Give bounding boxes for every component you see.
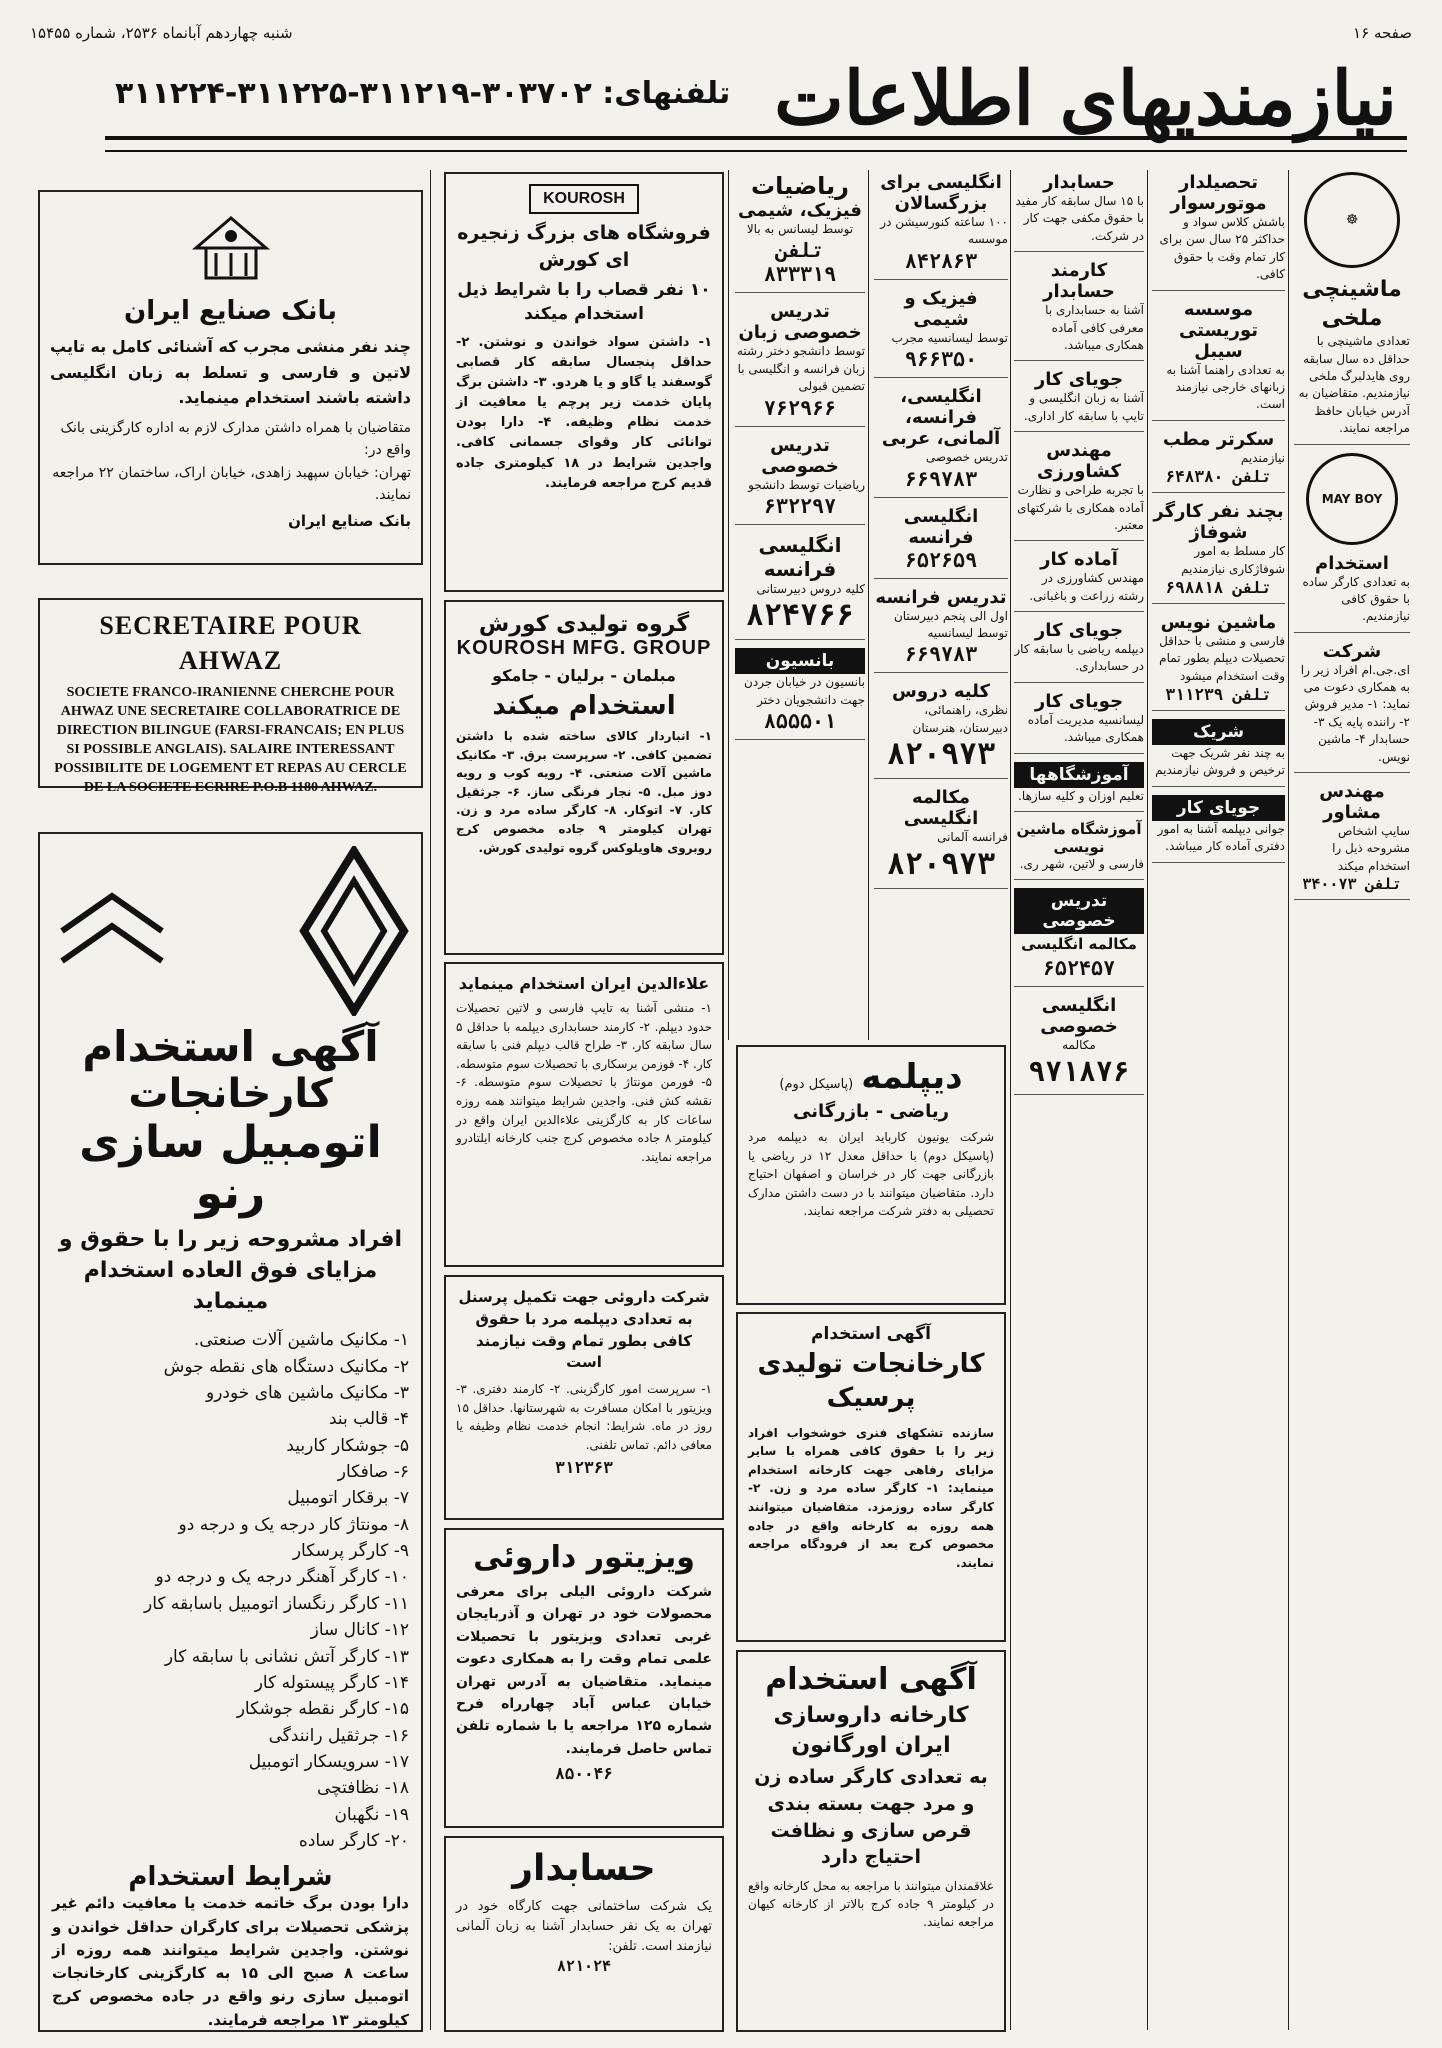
kourosh-mfg-products: مبلمان - برلیان - جامکو — [492, 666, 676, 685]
french-ad-body: SOCIETE FRANCO-IRANIENNE CHERCHE POUR AHWAZ UNE SECRETAIRE COLLABORATRICE DE DIRECTION BILINGUE (FARSI-FRANCAIS; EN PLUS SI POSSIBLE ANGLAIS). SALAIRE INTERESSANT POSSIBILITE DE LOGEMENT ET REPAS AU CERCLE DE LA SOCIETE ECRIRE P.O.B 1180 AHWAZ. — [54, 685, 407, 795]
job-ad-body: با تجربه طراحی و نظارت آماده همکاری با شرکتهای معتبر. — [1017, 483, 1144, 532]
list-item — [1014, 260, 1144, 361]
small-ad-title: انگلیسی فرانسه — [758, 532, 842, 581]
grafco-logo — [1294, 172, 1410, 268]
kourosh-stores-title: فروشگاه های بزرگ زنجیره ای کورش — [457, 222, 711, 271]
diploma-subtitle: (پاسیکل دوم) — [779, 1077, 854, 1092]
list-item — [1152, 299, 1285, 421]
bank-ad-body: چند نفر منشی مجرب که آشنائی کامل به تایپ لاتین و فارسی و تسلط به زبان انگلیسی داشته باشند استخدام مینماید. — [50, 337, 411, 408]
visitor-title: ویزیتور داروئی — [473, 1540, 695, 1575]
job-ad-body: لیسانسیه مدیریت آماده همکاری میباشد. — [1027, 712, 1144, 745]
list-item — [1014, 762, 1144, 812]
list-item — [1014, 888, 1144, 987]
job-ad-title: جویای کار — [1034, 690, 1124, 712]
kourosh-logo — [456, 184, 712, 214]
diploma-body: شرکت یونیون کارباید ایران به دیپلمه مرد (پاسیکل دوم) با حداقل معدل ۱۲ در ریاضی یا بازرگانی جهت کار در خراسان و اصفهان احتیاج دارد. متقاضیان میتوانند با در دست داشتن مدارک تحصیلی به دفتر شرکت مراجعه نمایند. — [748, 1130, 994, 1219]
right-ad-title: جویای کار — [1152, 795, 1285, 821]
lang-ad-title: تدریس فرانسه — [875, 586, 1007, 608]
diploma-title: دیپلمه — [861, 1057, 963, 1097]
right-ad-title: موسسه توریستی سیبل — [1178, 298, 1259, 362]
job-ad-body: آشنا به زبان انگلیسی و تایپ با سابقه کار اداری. — [1023, 391, 1144, 423]
far-right-ad-title: مهندس مشاور — [1319, 781, 1385, 824]
bank-ad-docs: متقاضیان با همراه داشتن مدارک لازم به اداره کارگزینی بانک واقع در: — [60, 419, 411, 459]
top-line — [30, 20, 1412, 46]
far-right-ad-phone: تلفن ۳۴۰۰۷۳ — [1302, 875, 1402, 894]
accountant-phone: ۸۲۱۰۲۴ — [556, 1957, 612, 1976]
column-rule — [1147, 170, 1148, 2030]
list-item: ۲۰- کارگر ساده — [298, 1830, 409, 1851]
list-item — [874, 587, 1008, 674]
column-rule — [1288, 170, 1289, 2030]
far-right-ad-body: ای.جی.ام افراد زیر را به همکاری دعوت می نماید: ۱- مدیر فروش ۲- راننده پایه یک ۳- حسابدار ۴- ماشین نویس. — [1300, 662, 1410, 764]
column-right — [1152, 172, 1285, 2032]
list-item — [735, 648, 865, 740]
list-item — [1152, 719, 1285, 787]
far-right-ad-title: استخدام — [1315, 552, 1389, 574]
lang-ad-phone: ۸۲۰۹۷۳ — [886, 846, 996, 882]
kourosh-stores-ad — [444, 172, 724, 592]
renault-subtitle: افراد مشروحه زیر را با حقوق و مزایای فوق العاده استخدام مینماید — [58, 1227, 403, 1314]
list-item: ۱۰- کارگر آهنگر درجه یک و درجه دو — [155, 1567, 409, 1588]
darusazi-body: علاقمندان میتوانند با مراجعه به محل کارخانه واقع در کیلومتر ۹ جاده کرج بالاتر از کارخانه کیهان مراجعه نمایند. — [748, 1878, 994, 1929]
job-ad-body: آشنا به حسابداری با معرفی کافی آماده همکاری میباشد. — [1045, 303, 1144, 352]
pharma-ad — [444, 1275, 724, 1520]
list-item: ۷- برقکار اتومبیل — [287, 1488, 409, 1509]
lang-ad-phone: ۸۲۰۹۷۳ — [886, 737, 996, 773]
job-ad-title: جویای کار — [1034, 620, 1124, 642]
job-ad-title: جویای کار — [1034, 369, 1124, 391]
small-ad-body: توسط دانشجو دختر رشته زبان فرانسه و انگلیسی با تضمین قبولی — [736, 344, 865, 394]
kourosh-stores-body: ۱- داشتن سواد خواندن و نوشتن. ۲- حداقل پنجسال سابقه کار قصابی گوسفند یا گاو و یا هردو. ۳- داشتن برگ پایان خدمت زیر پرچم یا معافیت از خدمت نظام وظیفه. ۴- دارا بودن توانائی کار وقوای جسمانی کافی. واجدین شرایط در ۱۸ کیلومتری جاده قدیم کرج مراجعه فرمایند. — [456, 334, 712, 491]
list-item — [1014, 549, 1144, 612]
bank-emblem-icon — [50, 208, 411, 288]
small-ad-phone: ۸۲۴۷۶۶ — [745, 598, 855, 634]
pharma-body: ۱- سرپرست امور کارگزینی. ۲- کارمند دفتری. ۳- ویزیتور با امکان مسافرت به شهرستانها. حداقل ۱۵ روز در ماه. شرایط: انجام خدمت نظام وظیفه یا معافی دائم. تماس تلفنی. — [456, 1382, 712, 1452]
lang-ad-phone: ۶۶۹۷۸۳ — [904, 642, 978, 667]
bank-ad-address: تهران: خیابان سپهبد زاهدی، خیابان اراک، ساختمان ۲۲ مراجعه نمایند. — [52, 464, 411, 503]
job-ad-title: آموزشگاهها — [1014, 762, 1144, 788]
list-item — [1014, 440, 1144, 541]
list-item — [1014, 691, 1144, 754]
job-ad-phone: ۹۷۱۸۷۶ — [1028, 1054, 1130, 1088]
right-ad-title: شریک — [1152, 719, 1285, 745]
list-item — [1014, 620, 1144, 683]
renault-title-3: اتومبیل سازی رنو — [79, 1117, 382, 1219]
alaeddin-ad — [444, 962, 724, 1267]
grafco-logo-icon: ☸ — [1304, 172, 1400, 268]
job-ad-title: مهندس کشاورزی — [1037, 440, 1121, 483]
small-ad-phone: ۷۶۲۹۶۶ — [763, 395, 837, 420]
kourosh-mfg-logo-2: KOUROSH MFG. GROUP — [456, 637, 712, 659]
list-item — [1014, 820, 1144, 880]
masthead-title: نیازمندیهای اطلاعات — [774, 56, 1397, 142]
list-item: ۱۱- کارگر رنگساز اتومبیل باسابقه کار — [144, 1593, 409, 1614]
accountant-body: یک شرکت ساختمانی جهت کارگاه خود در تهران به یک نفر حسابدار آشنا به زبان آلمانی نیازمند است. تلفن: — [456, 1899, 712, 1955]
kourosh-mfg-ad — [444, 600, 724, 955]
persic-ad — [736, 1312, 1006, 1642]
persic-title-1: آگهی استخدام — [811, 1324, 931, 1344]
diploma-field: ریاضی - بازرگانی — [793, 1101, 949, 1122]
lang-ad-body: نظری، راهنمائی، دبیرستان، هنرستان — [912, 703, 1008, 735]
list-item — [1014, 369, 1144, 432]
job-ad-title: حسابدار — [1043, 172, 1115, 193]
alaeddin-title: علاءالدین ایران استخدام مینماید — [458, 974, 710, 993]
list-item — [735, 435, 865, 525]
job-ad-body: تعلیم اوزان و کلیه سازها. — [1018, 788, 1144, 803]
list-item — [1152, 172, 1285, 291]
list-item: ۵- جوشکار کاربید — [286, 1435, 409, 1456]
right-ad-body: کار مسلط به امور شوفاژکاری نیازمندیم — [1181, 544, 1285, 576]
small-ad-phone: ۶۳۲۲۹۷ — [763, 493, 837, 518]
column-languages — [874, 172, 1008, 1037]
kourosh-mfg-logo-1: گروه تولیدی کورش — [478, 612, 690, 637]
list-item: ۸- مونتاژ کار درجه یک و درجه دو — [178, 1514, 409, 1535]
lang-ad-body: اول الی پنجم دبیرستان توسط لیسانسیه — [893, 608, 1008, 640]
math-phone: تلفن ۸۳۳۳۱۹ — [763, 238, 837, 287]
visitor-phone: ۸۵۰۰۴۶ — [555, 1764, 613, 1784]
right-ad-title: سکرتر مطب — [1162, 428, 1275, 450]
far-right-ad-body: تعدادی ماشینچی با حداقل ده سال سابقه روی هایدلبرگ ملخی نیازمندیم. متقاضیان به آدرس خیابان حافظ مراجعه نمایند. — [1298, 334, 1410, 436]
list-item — [735, 301, 865, 426]
list-item: ۱۸- نظافتچی — [316, 1778, 409, 1799]
column-small-ads — [735, 172, 865, 1037]
french-ad-title: SECRETAIRE POUR AHWAZ — [99, 611, 362, 676]
right-ad-phone: تلفن ۶۴۸۳۸۰ — [1165, 467, 1272, 487]
list-item — [1294, 781, 1410, 900]
list-item — [874, 681, 1008, 779]
renault-conditions-title: شرایط استخدام — [128, 1862, 333, 1893]
list-item — [1152, 795, 1285, 863]
lang-ad-phone: ۸۴۲۸۶۳ — [904, 248, 978, 273]
darusazi-ad — [736, 1650, 1006, 2032]
right-ad-body: به تعدادی راهنما آشنا به زبانهای خارجی نیازمند است. — [1166, 362, 1285, 412]
renault-title-2: کارخانجات — [128, 1071, 333, 1117]
diploma-heading — [748, 1057, 994, 1097]
renault-ad — [38, 832, 423, 2032]
list-item: ۲- مکانیک دستگاه های نقطه جوش — [163, 1356, 409, 1377]
list-item — [1152, 612, 1285, 711]
right-ad-title: تحصیلدار موتورسوار — [1170, 172, 1267, 214]
far-right-ad-title: ماشینچی ملخی — [1302, 277, 1402, 331]
math-title: ریاضیات — [751, 172, 849, 200]
lang-ad-body: فرانسه آلمانی — [937, 830, 1008, 845]
lang-ad-title: کلیه دروس — [892, 681, 990, 703]
list-item: ۱- مکانیک ماشین آلات صنعتی. — [193, 1330, 409, 1351]
column-rule — [430, 170, 431, 2030]
renault-conditions: دارا بودن برگ خاتمه خدمت یا معافیت دائم غیر پزشکی تحصیلات برای کارگران حداقل خواندن و نوشتن. واجدین شرایط میتوانند همه روزه از ساعت ۸ صبح الی ۱۵ به کارگزینی کارخانجات اتومبیل سازی رنو واقع در جاده مخصوص کرج کیلومتر ۱۳ مراجعه فرمایند. — [52, 1894, 409, 2029]
job-ad-title: آموزشگاه ماشین نویسی — [1016, 820, 1142, 857]
list-item — [874, 288, 1008, 378]
list-item: ۱۳- کارگر آتش نشانی با سابقه کار — [164, 1646, 409, 1667]
masthead-rule — [105, 136, 1407, 152]
diploma-ad — [736, 1045, 1006, 1305]
small-ad-title: تدریس خصوصی — [761, 434, 839, 477]
job-ad-body: مهندس کشاورزی در رشته زراعت و باغبانی. — [1029, 571, 1144, 603]
column-jobs — [1014, 172, 1144, 2032]
accountant-ad — [444, 1836, 724, 2032]
small-ad-phone: ۸۵۵۵۰۱ — [763, 709, 837, 734]
kourosh-mfg-body: ۱- انباردار کالای ساخته شده با داشتن تضمین کافی. ۲- سرپرست برق. ۳- مکانیک ماشین آلات صنعتی. ۴- رویه کوب و رویه دوز مبل. ۵- نجار فرنگی ساز. ۶- جرثقیل کار. ۷- اتوکار. ۸- کارگر ساده مرد و زن. تهران کیلومتر ۹ جاده مخصوص کرج روبروی هاویلوکس گروه تولیدی کورش. — [456, 729, 713, 855]
list-item: ۱۴- کارگر پیستوله کار — [254, 1672, 409, 1693]
job-ad-body: دیپلمه ریاضی با سابقه کار در حسابداری. — [1014, 642, 1144, 674]
lang-ad-phone: ۶۵۲۶۵۹ — [904, 547, 978, 572]
job-ad-title: تدریس خصوصی — [1014, 888, 1144, 934]
list-item — [1014, 172, 1144, 252]
citroen-logo-icon — [52, 886, 172, 976]
far-right-ad-title: شرکت — [1322, 640, 1382, 662]
list-item: ۳- مکانیک ماشین های خودرو — [206, 1383, 409, 1404]
far-right-ad-body: به تعدادی کارگر ساده با حقوق کافی نیازمندیم. — [1302, 574, 1410, 624]
list-item — [1152, 501, 1285, 604]
list-item — [1294, 641, 1410, 773]
right-ad-title: ماشین نویس — [1160, 611, 1277, 633]
lang-ad-title: انگلیسی، فرانسه، آلمانی، عربی — [881, 386, 1001, 450]
list-item — [874, 172, 1008, 280]
small-ad-body: ریاضیات توسط دانشجو — [748, 477, 865, 492]
right-ad-phone: تلفن ۳۱۱۲۳۹ — [1165, 685, 1272, 705]
darusazi-title-1: آگهی استخدام — [765, 1662, 977, 1697]
math-line: توسط لیسانس به بالا — [746, 222, 854, 236]
lang-ad-body: ۱۰۰ ساعته کنورسیشن در موسسه — [880, 215, 1008, 247]
right-ad-body: جوانی دیپلمه آشنا به امور دفتری آماده کار میباشد. — [1157, 821, 1285, 854]
small-ad-body: کلیه دروس دبیرستانی — [756, 581, 865, 596]
accountant-title: حسابدار — [512, 1848, 656, 1889]
bank-ad-signature: بانک صنایع ایران — [288, 512, 411, 531]
lang-ad-body: تدریس خصوصی — [925, 450, 1008, 465]
lang-ad-title: مکالمه انگلیسی — [903, 787, 979, 830]
list-item — [735, 533, 865, 640]
right-ad-body: فارسی و منشی با حداقل تحصیلات دیپلم بطور تمام وقت استخدام میشود — [1159, 633, 1285, 683]
list-item — [1152, 429, 1285, 493]
lang-ad-phone: ۹۶۶۳۵۰ — [904, 347, 978, 372]
list-item: ۱۶- جرثقیل رانندگی — [268, 1725, 409, 1746]
visitor-ad — [444, 1528, 724, 1828]
math-ad — [735, 172, 865, 293]
lang-ad-phone: ۶۶۹۷۸۳ — [904, 466, 978, 491]
visitor-body: شرکت داروئی الیلی برای معرفی محصولات خود در تهران و آذربایجان غربی تعدادی ویزیتور با تحصیلات علمی تمام وقت را به همکاری دعوت مینماید. متقاضیان به آدرس تهران خیابان عباس آباد چهارراه فرح شماره ۱۲۵ مراجعه یا با شماره تلفن تماس حاصل فرمایند. — [456, 1584, 713, 1757]
list-item — [1294, 553, 1410, 633]
job-ad-body: مکالمه — [1062, 1038, 1096, 1053]
french-ad — [38, 598, 423, 795]
darusazi-title-3: به تعدادی کارگر ساده زن و مرد جهت بسته بندی قرص سازی و نظافت احتیاج دارد — [754, 1766, 988, 1869]
lang-ad-body: توسط لیسانسیه مجرب — [891, 330, 1008, 345]
list-item — [874, 787, 1008, 888]
bank-ad-title: بانک صنایع ایران — [124, 296, 337, 326]
list-item — [874, 386, 1008, 497]
renault-title-1: آگهی استخدام — [82, 1022, 379, 1071]
right-ad-body: به چند نفر شریک جهت ترخیص و فروش نیازمندیم — [1155, 746, 1285, 778]
column-rule — [1010, 170, 1011, 2030]
may-boy-logo — [1294, 453, 1410, 545]
lang-ad-title: انگلیسی برای بزرگسالان — [880, 172, 1002, 214]
darusazi-title-2: کارخانه داروسازی ایران اورگانون — [773, 1703, 969, 1758]
small-ad-body: بانسیون در خیابان جردن جهت دانشجویان دختر — [744, 675, 865, 707]
masthead-phones: تلفنهای: ۳۰۳۷۰۲-۳۱۱۲۱۹-۳۱۱۲۲۵-۳۱۱۲۲۴ — [115, 76, 731, 111]
bank-ad — [38, 190, 423, 565]
small-ad-title: تدریس خصوصی زبان — [738, 301, 862, 344]
list-item: ۶- صافکار — [337, 1462, 409, 1483]
lang-ad-title: فیزیک و شیمی — [904, 287, 978, 330]
list-item: ۱۹- نگهبان — [334, 1804, 409, 1825]
job-ad-title: آماده کار — [1040, 549, 1118, 571]
renault-job-list — [52, 1327, 409, 1854]
pharma-phone: ۳۱۲۳۶۳ — [555, 1458, 613, 1478]
page-label: صفحه ۱۶ — [1353, 24, 1412, 42]
job-ad-title: کارمند حسابدار — [1043, 260, 1115, 303]
persic-body: سازنده تشکهای فنری خوشخواب افراد زیر را با حقوق کافی همراه با سایر مزایای رفاهی جهت کارخانه استخدام مینماید: ۱- کارگر ساده مرد و زن. ۲- کارگر ساده روزمزد. متقاضیان میتوانند همه روزه به کارخانه واقع در جاده مخصوص کرج بعد از فرودگاه مراجعه نمایند. — [748, 1425, 994, 1570]
masthead — [105, 48, 1407, 158]
may-boy-logo-icon: MAY BOY — [1306, 453, 1398, 545]
column-rule — [728, 170, 729, 1040]
kourosh-logo-text: KOUROSH — [529, 184, 639, 214]
renault-logos — [52, 846, 409, 1016]
alaeddin-body: ۱- منشی آشنا به تایپ فارسی و لاتین تحصیلات حدود دیپلم. ۲- کارمند حسابداری دیپلمه با حداقل ۵ سال سابقه کار. ۳- طراح قالب دیپلم فنی با سابقه کار. ۴- فوزمن برسکاری با تحصیلات سوم متوسطه. ۵- فورمن مونتاژ با تحصیلات سوم متوسطه. ۶- نقشه کش فنی. واجدین شرایط میتوانند همه روزه ساعات کار به کارگزینی علاءالدین ایران واقع در کیلومتر ۸ جاده مخصوص کرج جنب کارخانه ایلتادرو مراجعه نمایند. — [456, 1001, 713, 1164]
lang-ad-title: انگلیسی فرانسه — [903, 505, 979, 548]
renault-logo-icon — [299, 846, 409, 1016]
math-sub: فیزیک، شیمی — [738, 200, 862, 221]
right-ad-title: بچند نفر کارگر شوفاژ — [1153, 501, 1284, 544]
job-ad-body: با ۱۵ سال سابقه کار مفید با حقوق مکفی جهت کار در شرکت. — [1015, 194, 1144, 243]
list-item: ۴- قالب بند — [328, 1409, 409, 1430]
kourosh-stores-subtitle: ۱۰ نفر قصاب را با شرایط ذیل استخدام میکند — [457, 280, 711, 324]
column-rule — [868, 170, 869, 1040]
list-item — [1014, 995, 1144, 1094]
date-line: شنبه چهاردهم آبانماه ۲۵۳۶، شماره ۱۵۴۵۵ — [30, 24, 293, 42]
pharma-title: شرکت داروئی جهت تکمیل پرسنل به تعدادی دیپلمه مرد با حقوق کافی بطور تمام وقت نیازمند است — [458, 1288, 710, 1372]
right-ad-body: باشش کلاس سواد و حداکثر ۲۵ سال سن برای کار تمام وقت با حقوق کافی. — [1159, 215, 1285, 282]
right-ad-phone: تلفن ۶۹۸۸۱۸ — [1165, 577, 1272, 597]
job-ad-body: مکالمه انگلیسی — [1021, 935, 1137, 954]
list-item — [1294, 276, 1410, 445]
list-item: ۱۷- سرویسکار اتومبیل — [248, 1751, 409, 1772]
job-ad-phone: ۶۵۲۴۵۷ — [1042, 956, 1116, 981]
kourosh-mfg-title: استخدام میکند — [492, 691, 676, 721]
list-item: ۱۵- کارگر نقطه جوشکار — [236, 1699, 409, 1720]
job-ad-title: انگلیسی خصوصی — [1040, 995, 1118, 1038]
persic-title-2: کارخانجات تولیدی پرسیک — [757, 1349, 985, 1413]
list-item — [874, 506, 1008, 579]
column-far-right — [1294, 172, 1410, 2032]
list-item: ۹- کارگر پرسکار — [292, 1541, 409, 1562]
far-right-ad-body: سایپ اشخاص مشروحه ذیل را استخدام میکند — [1332, 824, 1410, 873]
right-ad-body: نیازمندیم — [1240, 450, 1285, 465]
job-ad-body: فارسی و لاتین، شهر ری. — [1019, 857, 1144, 872]
small-ad-title: بانسیون — [735, 648, 865, 674]
list-item: ۱۲- کانال ساز — [310, 1620, 409, 1641]
